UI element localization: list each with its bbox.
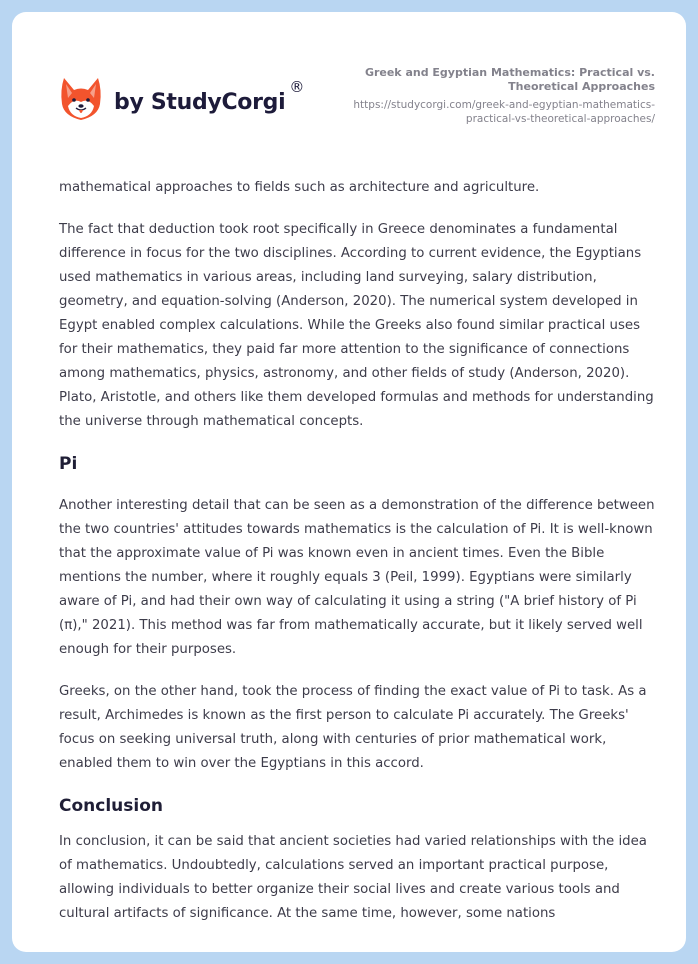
section-heading-pi: Pi <box>59 454 78 474</box>
paragraph: Another interesting detail that can be seen as a demonstration of the difference between the two countries' attitudes towards mathematics is the calculation of Pi. It is well-known that the approximate value of Pi was known even in ancient times. Even the Bible mentions the number, where it roughly equals 3 (Peil, 1999). Egyptians were similarly aware of Pi, and had their own way of calculating it using a string ("A brief history of Pi (π)," 2021). This method was far from mathematically accurate, but it likely served well enough for their purposes. <box>59 498 655 657</box>
studycorgi-logo[interactable] <box>60 76 304 122</box>
paragraph: Greeks, on the other hand, took the process of finding the exact value of Pi to task. As a result, Archimedes is known as the first person to calculate Pi accurately. The Greeks' focus on seeking universal truth, along with centuries of prior mathematical work, enabled them to win over the Egyptians in this accord. <box>59 684 647 771</box>
document-meta <box>325 66 655 126</box>
article-content <box>59 176 659 944</box>
section-heading-conclusion: Conclusion <box>59 796 163 816</box>
paragraph: The fact that deduction took root specifically in Greece denominates a fundamental difference in focus for the two disciplines. According to current evidence, the Egyptians used mathematics in various areas, including land surveying, salary distribution, geometry, and equation-solving (Anderson, 2020). The numerical system developed in Egypt enabled complex calculations. While the Greeks also found similar practical uses for their mathematics, they paid far more attention to the significance of connections among mathematics, physics, astronomy, and other fields of study (Anderson, 2020). Plato, Aristotle, and others like them developed formulas and methods for understanding the universe through mathematical concepts. <box>59 222 654 429</box>
logo-text: by StudyCorgi <box>114 89 286 115</box>
registered-mark: ® <box>289 78 305 96</box>
corgi-logo-icon <box>60 76 102 122</box>
document-url[interactable]: https://studycorgi.com/greek-and-egyptian-mathematics-practical-vs-theoretical-approaches/ <box>353 99 655 125</box>
paragraph: In conclusion, it can be said that ancient societies had varied relationships with the idea of mathematics. Undoubtedly, calculations served an important practical purpose, allowing individuals to better organize their social lives and create various tools and cultural artifacts of significance. At the same time, however, some nations <box>59 834 647 921</box>
document-title: Greek and Egyptian Mathematics: Practical vs. Theoretical Approaches <box>364 66 655 93</box>
document-page <box>12 12 686 952</box>
page-header <box>12 12 686 152</box>
paragraph: mathematical approaches to fields such as architecture and agriculture. <box>59 180 540 195</box>
